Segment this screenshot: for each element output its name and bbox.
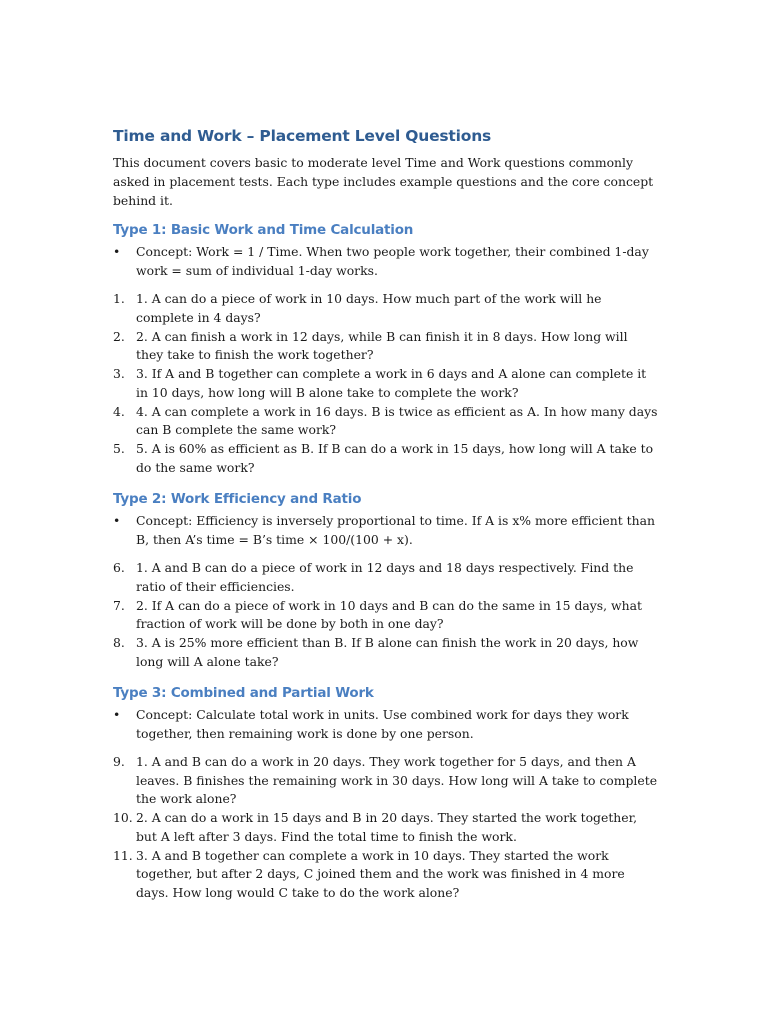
bullet-icon: •: [113, 244, 121, 259]
document-intro: This document covers basic to moderate level Time and Work questions commonly asked in placement tests. Each type includes example questions and the core concept behind it.: [113, 155, 654, 208]
question-item: [113, 365, 658, 402]
question-item: [113, 753, 658, 809]
question-text: 1. A and B can do a work in 20 days. They work together for 5 days, and then A leaves. B finishes the remaining work in 30 days. How long will A take to complete the work alone?: [136, 754, 658, 806]
question-item: [113, 559, 658, 596]
question-number: 7.: [113, 597, 125, 613]
section-heading: Type 3: Combined and Partial Work: [113, 685, 374, 701]
section-type-1: [113, 220, 658, 477]
question-text: 5. A is 60% as efficient as B. If B can do a work in 15 days, how long will A take to do the same work?: [136, 441, 654, 475]
question-number: 2.: [113, 328, 125, 344]
question-list: [113, 290, 658, 477]
document-body: [113, 125, 658, 914]
bullet-icon: •: [113, 707, 121, 722]
question-number: 4.: [113, 403, 125, 419]
concept-bullet: [113, 706, 658, 743]
question-number: 1.: [113, 291, 125, 306]
question-text: 3. If A and B together can complete a work in 6 days and A alone can complete it in 10 days, how long will B alone take to complete the work?: [136, 366, 647, 400]
question-text: 1. A can do a piece of work in 10 days. How much part of the work will he complete in 4 days?: [136, 291, 602, 325]
concept-bullet: [113, 243, 658, 280]
question-number: 10.: [113, 810, 133, 825]
question-text: 1. A and B can do a piece of work in 12 days and 18 days respectively. Find the ratio of their efficiencies.: [136, 560, 634, 594]
question-item: [113, 634, 658, 671]
bullet-icon: •: [113, 513, 121, 528]
question-text: 4. A can complete a work in 16 days. B is twice as efficient as A. In how many days can B complete the same work?: [136, 403, 658, 437]
question-number: 5.: [113, 441, 125, 456]
question-number: 8.: [113, 635, 125, 650]
question-text: 2. If A can do a piece of work in 10 days and B can do the same in 15 days, what fraction of work will be done by both in one day?: [136, 597, 642, 631]
question-number: 11.: [113, 847, 133, 863]
question-item: [113, 440, 658, 477]
concept-text: Concept: Work = 1 / Time. When two people work together, their combined 1-day work = sum of individual 1-day works.: [136, 244, 649, 278]
section-type-2: [113, 489, 658, 671]
question-number: 9.: [113, 754, 125, 769]
concept-text: Concept: Efficiency is inversely proportional to time. If A is x% more efficient than B, then A’s time = B’s time × 100/(100 + x).: [136, 513, 655, 547]
question-item: [113, 403, 658, 440]
question-number: 3.: [113, 366, 125, 381]
question-text: 2. A can finish a work in 12 days, while B can finish it in 8 days. How long will they take to finish the work together?: [136, 328, 628, 362]
question-item: [113, 847, 658, 903]
question-item: [113, 328, 658, 365]
question-text: 2. A can do a work in 15 days and B in 20 days. They started the work together, but A left after 3 days. Find the total time to finish the work.: [136, 810, 638, 844]
question-text: 3. A is 25% more efficient than B. If B alone can finish the work in 20 days, how long will A alone take?: [136, 635, 639, 669]
concept-text: Concept: Calculate total work in units. Use combined work for days they work together, then remaining work is done by one person.: [136, 707, 629, 741]
section-heading: Type 1: Basic Work and Time Calculation: [113, 222, 414, 238]
document-title: Time and Work – Placement Level Questions: [113, 127, 492, 145]
question-item: [113, 290, 658, 327]
question-text: 3. A and B together can complete a work in 10 days. They started the work together, but after 2 days, C joined them and the work was finished in 4 more days. How long would C take to do the work alone?: [136, 847, 625, 900]
section-type-3: [113, 683, 658, 902]
question-list: [113, 559, 658, 671]
question-list: [113, 753, 658, 902]
concept-bullet: [113, 512, 658, 549]
question-item: [113, 597, 658, 634]
question-item: [113, 809, 658, 846]
section-heading: Type 2: Work Efficiency and Ratio: [113, 491, 362, 507]
question-number: 6.: [113, 560, 125, 575]
